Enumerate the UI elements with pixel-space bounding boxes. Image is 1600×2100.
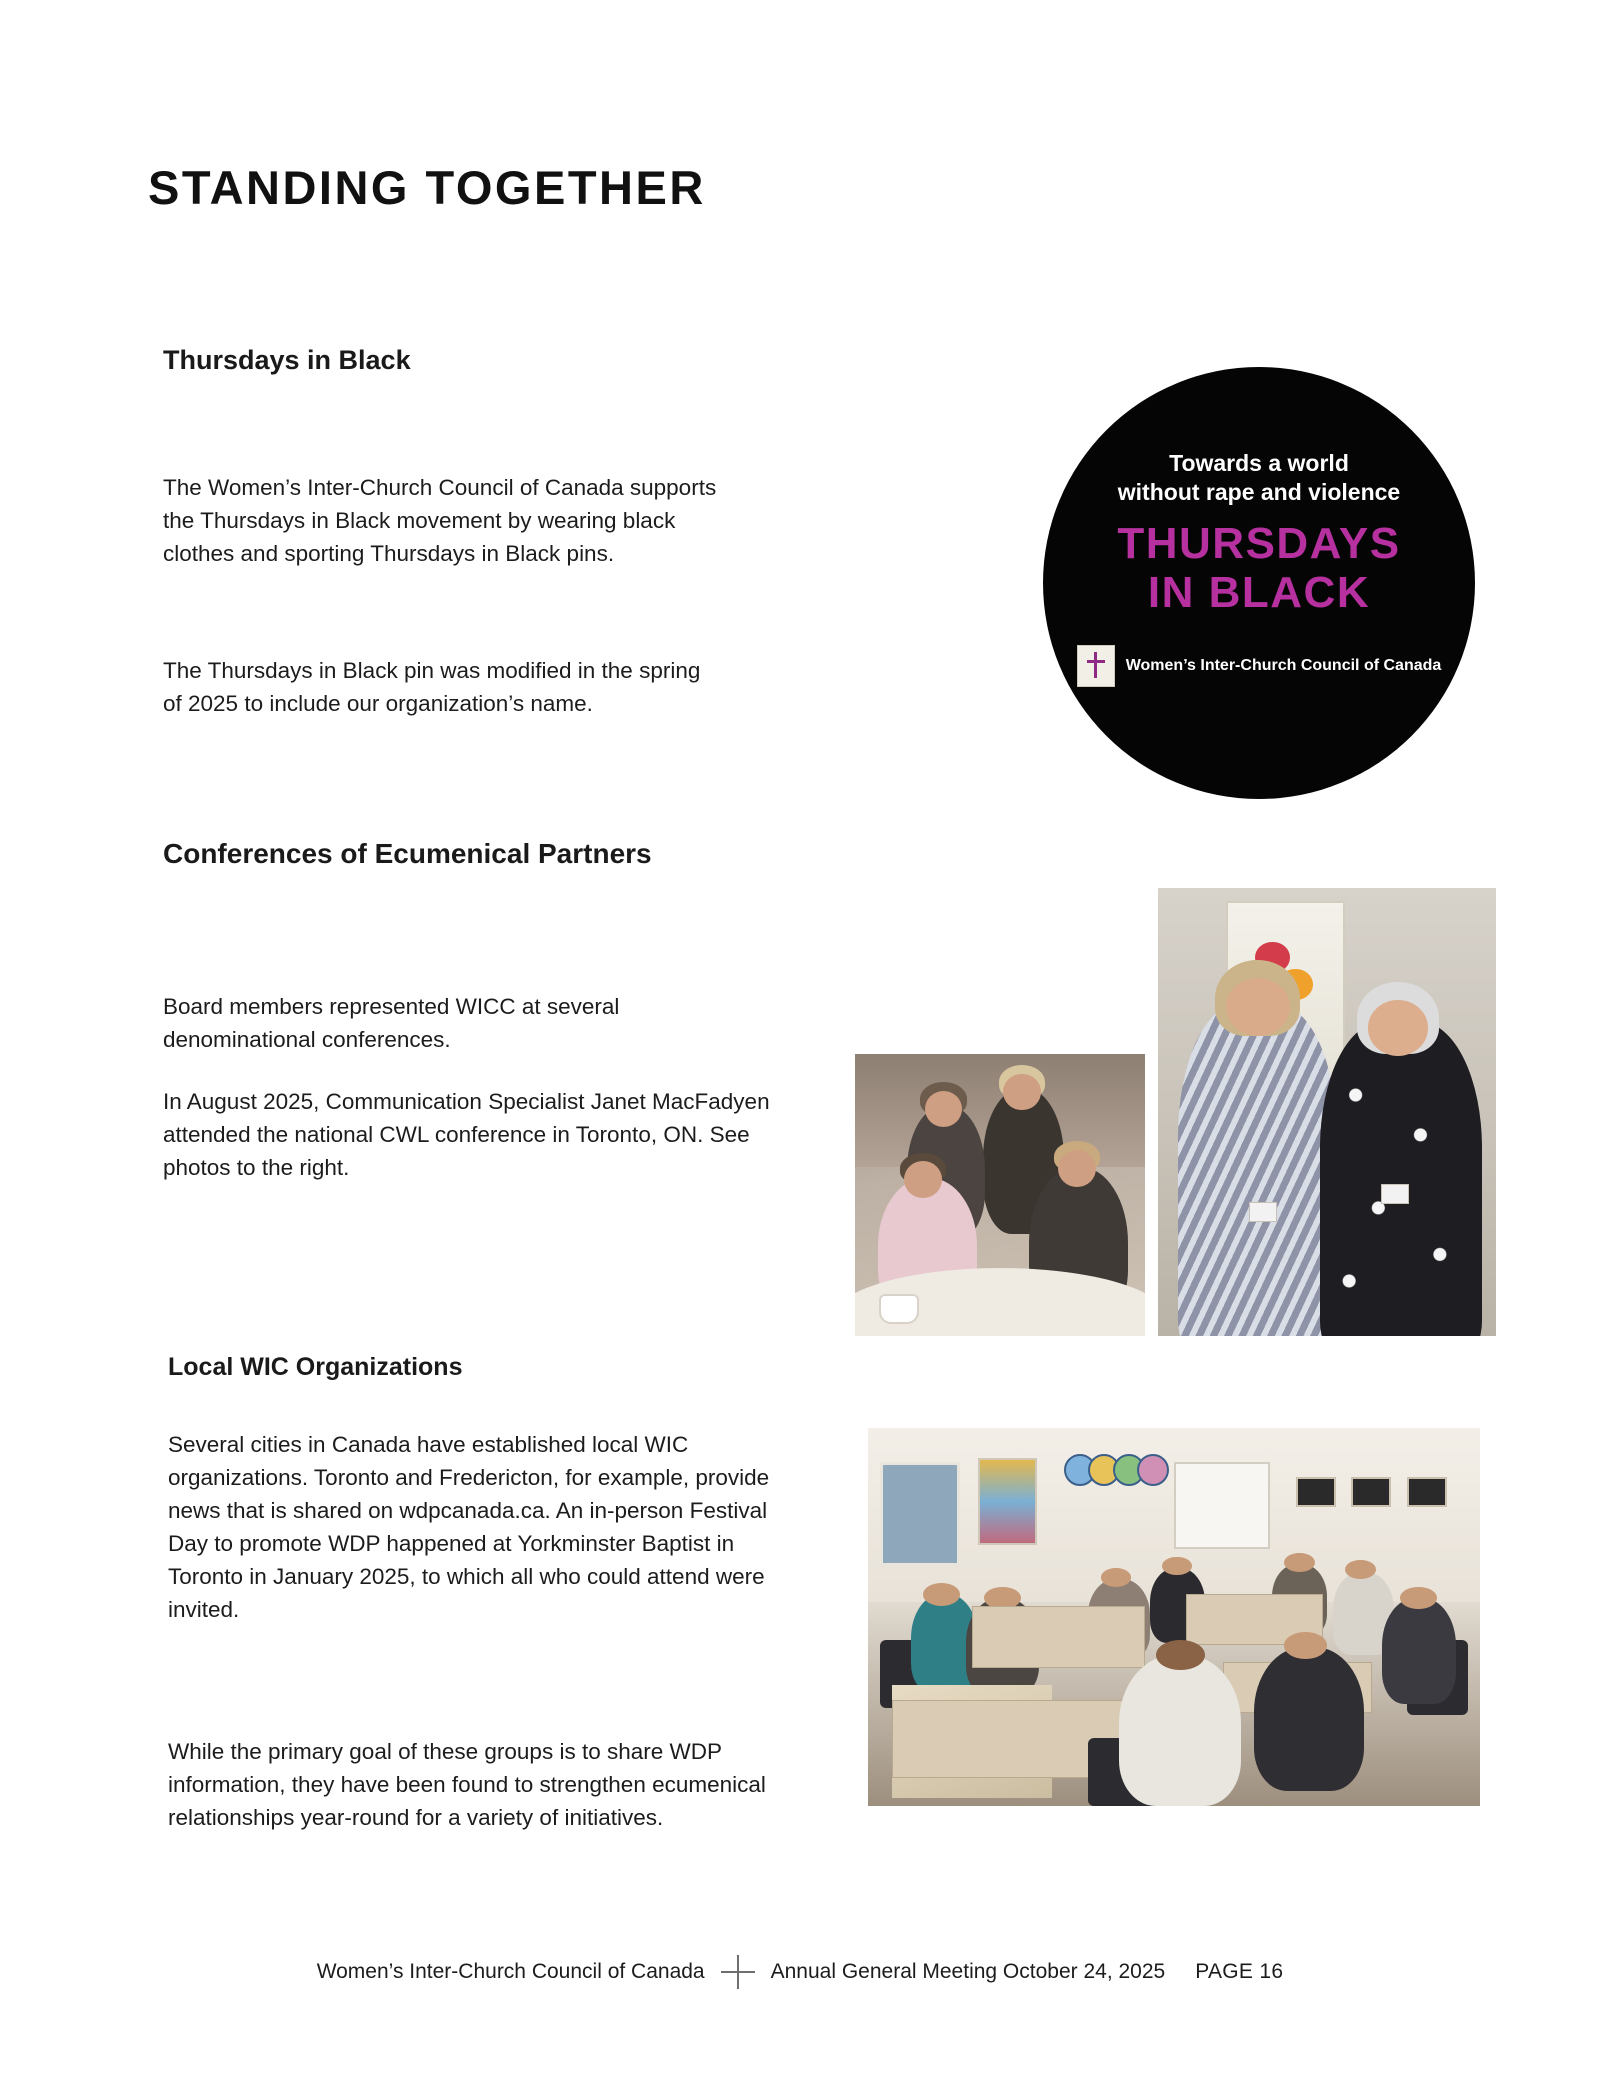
- paragraph-local-wic-2: While the primary goal of these groups is to share WDP information, they have been found to strengthen ecumenical relationships year-round for a variety of initiatives.: [168, 1738, 766, 1830]
- photo-person-head: [904, 1161, 942, 1198]
- photo-person: [1382, 1598, 1455, 1704]
- photo-person-head: [1368, 1000, 1429, 1056]
- festival-day-photo: [868, 1428, 1480, 1806]
- photo-coffee-cup: [881, 1296, 917, 1322]
- footer-page-number: PAGE 16: [1195, 1960, 1284, 1983]
- section-heading-local-wic: Local WIC Organizations: [168, 1353, 463, 1381]
- page-footer: [0, 1955, 1600, 1989]
- cwl-conference-pair-photo: [1158, 888, 1496, 1336]
- badge-main-text: [1043, 519, 1475, 618]
- badge-footer: [1043, 645, 1475, 687]
- badge-main-line1: THURSDAYS: [1117, 519, 1401, 568]
- badge-organization-name: Women’s Inter-Church Council of Canada: [1125, 657, 1442, 674]
- photo-wall-frame: [1296, 1477, 1336, 1507]
- section-heading-conferences: Conferences of Ecumenical Partners: [163, 838, 652, 869]
- section-heading-thursdays-in-black: Thursdays in Black: [163, 345, 411, 375]
- photo-person-head: [1101, 1568, 1132, 1587]
- paragraph-local-wic-1: Several cities in Canada have established local WIC organizations. Toronto and Fredericton, for example, provide news that is shared on wdpcanada.ca. An in-person Festival Day to promote WDP happened at Yorkminster Baptist in Toronto in January 2025, to which all who could attend were invited.: [168, 1431, 770, 1622]
- badge-main-line2: IN BLACK: [1147, 568, 1371, 618]
- photo-person-head: [1284, 1632, 1327, 1658]
- cwl-conference-table-photo: [855, 1054, 1145, 1336]
- thursdays-in-black-badge-image: [1043, 367, 1475, 799]
- photo-wall-frame: [1351, 1477, 1391, 1507]
- badge-tagline: [1043, 449, 1475, 507]
- photo-person: [1178, 1004, 1337, 1336]
- photo-person-head: [1284, 1553, 1315, 1572]
- cross-divider-icon: [721, 1955, 755, 1989]
- photo-name-badge: [1381, 1184, 1409, 1204]
- photo-person-head: [1226, 978, 1290, 1036]
- paragraph-conferences-1: Board members represented WICC at several denominational conferences.: [163, 993, 620, 1052]
- photo-wall-frame: [1407, 1477, 1447, 1507]
- photo-person: [1119, 1655, 1241, 1806]
- photo-table: [972, 1606, 1145, 1668]
- badge-tagline-line1: Towards a world: [1169, 450, 1349, 476]
- photo-window: [880, 1462, 959, 1566]
- photo-whiteboard: [1174, 1462, 1270, 1549]
- photo-person-head: [923, 1583, 960, 1606]
- photo-person: [1320, 1022, 1482, 1336]
- photo-name-badge: [1249, 1202, 1277, 1222]
- photo-person-head: [1156, 1640, 1205, 1670]
- photo-stained-glass: [978, 1458, 1037, 1545]
- paragraph-conferences-2: In August 2025, Communication Specialist Janet MacFadyen attended the national CWL conference in Toronto, ON. See photos to the right.: [163, 1088, 770, 1180]
- paragraph-thursdays-2: The Thursdays in Black pin was modified in the spring of 2025 to include our organization’s name.: [163, 657, 701, 716]
- footer-meeting: Annual General Meeting October 24, 2025: [770, 1960, 1166, 1983]
- photo-person: [1254, 1647, 1364, 1791]
- page-title: STANDING TOGETHER: [148, 161, 706, 214]
- footer-organization: Women’s Inter-Church Council of Canada: [316, 1960, 705, 1983]
- badge-tagline-line2: without rape and violence: [1117, 478, 1401, 505]
- paragraph-thursdays-1: The Women’s Inter-Church Council of Canada supports the Thursdays in Black movement by wearing black clothes and sporting Thursdays in Black pins.: [163, 474, 717, 566]
- photo-person-head: [1058, 1150, 1096, 1187]
- photo-person-head: [1003, 1074, 1041, 1111]
- wicc-cross-logo-icon: [1077, 645, 1115, 687]
